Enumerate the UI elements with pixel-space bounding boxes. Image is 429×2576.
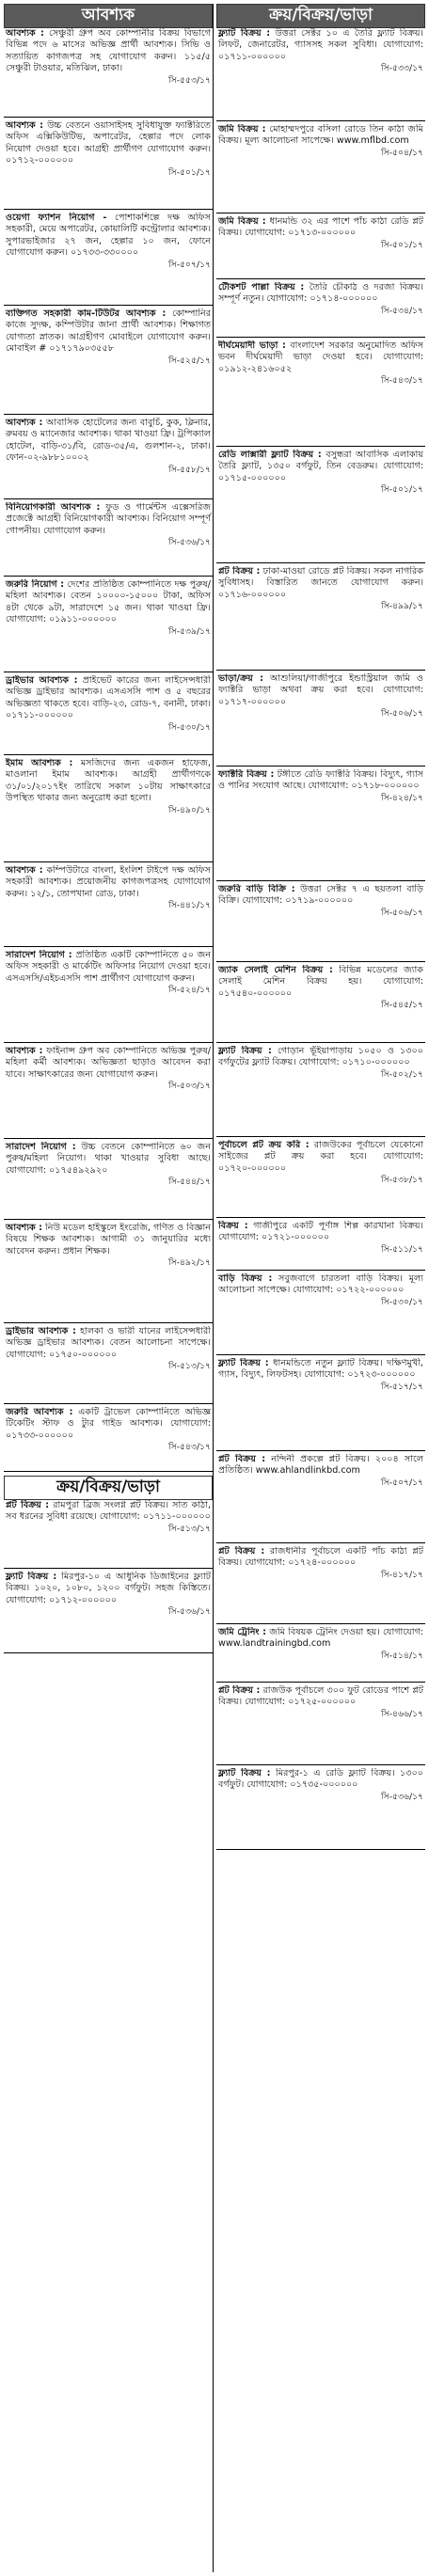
ad-code: সি-৫১১/১৭ [381, 1243, 423, 1255]
ad-keyword: ড্রাইভার আবশ্যক : [6, 1326, 76, 1336]
section-header-buy-sell-rent: ক্রয়/বিক্রয়/ভাড়া [216, 4, 425, 28]
ad-code: সি-৫৫৩/১৭ [168, 74, 211, 86]
ad-text: গোড়ান ভূঁইয়াপাড়ায় ১০৫০ ও ১৩০০ বর্গফুটের ফ্ল্যাট বিক্রয়। যোগাযোগ: ০১৭১০-০০০০০০ [218, 1046, 423, 1068]
ad-code: সি-৪১৭/১৭ [381, 1569, 423, 1580]
ad-separator [4, 1403, 213, 1404]
ad-separator [216, 1354, 425, 1355]
ad-code: সি-৪৯০/১৭ [168, 804, 211, 815]
ad-keyword: প্লট বিক্রয় : [218, 1685, 261, 1696]
ad-text: বিভিন্ন মডেলের জ্যাক সেলাই মেশিন বিক্রয় হয়। যোগাযোগ: ০১৭৫৪০-০০০০০০ [218, 965, 423, 999]
ad-separator [4, 414, 213, 415]
classified-ad [216, 340, 425, 444]
ad-keyword: আবশ্যক : [6, 120, 44, 131]
ad-text: উচ্চ বেতনে ওয়াসাইসহ সুবিধাযুক্ত ফ্যাক্টরিতে অফিস এক্সিকিউটিভ, অপারেটর, হেল্পার পদে লোক নিয়োগ দেওয়া হবে। আগ্রহী প্রার্থীগণ যোগাযোগ করুন। ০১৭১২-০০০০০০ [6, 120, 211, 166]
ad-keyword: আবশ্যক : [6, 1046, 43, 1056]
ad-text: কোম্পানির কাজে সুদক্ষ, কম্পিউটার জানা প্রার্থী আবশ্যক। শিক্ষাগত যোগ্যতা স্নাতক। আগ্রহীগণ মোবাইলে যোগাযোগ করুন। মোবাইল # ০১৭১৭৯০৩৫৫৮ [6, 308, 211, 355]
classified-ad [216, 884, 425, 959]
ad-keyword: ওয়েগা ফ্যাশন নিয়োগ - [6, 213, 107, 223]
ad-separator [216, 1217, 425, 1218]
ad-text: আশুলিয়া/গাজীপুরে ইন্ডাস্ট্রিয়াল জমি ও ফ্যাক্টরি ভাড়া অথবা ক্রয় করা হবে। যোগাযোগ: ০১৭১৭-০০০০০০ [218, 673, 423, 707]
ad-keyword: আবশ্যক : [6, 1223, 42, 1233]
ad-keyword: ফ্ল্যাট বিক্রয় : [218, 1358, 269, 1368]
ad-keyword: প্লট বিক্রয় : [218, 566, 261, 577]
ad-code: সি-৫২৪/১৭ [168, 985, 211, 996]
ad-separator [216, 1849, 425, 1850]
ad-text: আবাসিক হোটেলের জন্য বাবুর্চি, কুক, ক্লিনার, রুমবয় ও ম্যানেজার আবশ্যক। থাকা খাওয়া ফ্রি। ট্রপিক্যাল হোটেল, বাড়ি-৩১/বি, রোড-৩৫/এ, গুলশান-২, ঢাকা। ফোন-০২-৯৮৮১০০০২ [6, 418, 211, 464]
ad-text: জমি বিষয়ক ট্রেনিং দেওয়া হয়। যোগাযোগ: www.landtrainingbd.com [218, 1627, 423, 1650]
ad-code: সি-৫৪৩/১৭ [381, 375, 423, 387]
classified-ad [216, 566, 425, 668]
ad-text: রাজউকের পূর্বাচলে যেকোনো সাইজের প্লট ক্রয় করা হবে। যোগাযোগ: ০১৭২০-০০০০০০ [218, 1140, 423, 1174]
ad-separator [216, 562, 425, 563]
ad-code: সি-৪৯৯/১৭ [381, 601, 423, 612]
ad-text: প্রাইভেট কারের জন্য লাইসেন্সধারী অভিজ্ঞ ড্রাইভার আবশ্যক। এসএসসি পাশ ও ৫ বছরের অভিজ্ঞতা থাকতে হবে। বাড়ি-২৩, রোড-৭, বনানী, ঢাকা। ০১৭১১-০০০০০০ [6, 675, 212, 721]
ad-separator [4, 946, 213, 947]
classified-ad [4, 579, 213, 670]
classified-ad [4, 1223, 213, 1320]
classified-ad [216, 124, 425, 211]
ad-separator [216, 1623, 425, 1624]
classified-ad [4, 502, 213, 574]
ad-code: সি-৫০১/১৭ [381, 239, 423, 250]
ad-keyword: পূর্বাচলে প্লট ক্রয় করি : [218, 1140, 310, 1150]
ad-text: প্রতিষ্ঠিত একটি কোম্পানিতে ৫০ জন অফিস সহকারী ও মার্কেটিং অফিসার নিয়োগ দেওয়া হবে। এসএসসি/এইচএসসি পাশ প্রার্থীগণ যোগাযোগ করুন। [6, 950, 211, 984]
ad-text: নিউ মডেল হাইস্কুলে ইংরেজি, গণিত ও বিজ্ঞান বিষয়ে শিক্ষক আবশ্যক। আগামী ৩১ জানুয়ারির মধ্যে আবেদন করুন। প্রধান শিক্ষক। [6, 1223, 211, 1256]
ad-keyword: জ্যাক সেলাই মেশিন বিক্রয় : [218, 965, 333, 975]
ad-code: সি-৫৩৬/১৭ [168, 1606, 211, 1618]
classified-ad [216, 1454, 425, 1541]
ad-separator [216, 1542, 425, 1543]
ad-keyword: প্লট বিক্রয় : [218, 1454, 266, 1464]
ad-separator [4, 117, 213, 118]
ad-code: সি-৫০৪/১৭ [381, 147, 423, 158]
ad-keyword: আবশ্যক : [6, 418, 43, 428]
ad-code: সি-৫২৫/১৭ [168, 355, 211, 366]
ad-text: উচ্চ বেতনে কোম্পানিতে ৬০ জন পুরুষ/মহিলা নিয়োগ। থাকা খাওয়ার সুবিধা আছে। যোগাযোগ: ০১৭৫৪৯২৯২০ [6, 1142, 211, 1176]
ad-code: সি-৫০৩/১৭ [168, 1081, 211, 1092]
ad-text: সেঞ্চুরী গ্রুপ অব কোম্পানীর বিক্রয় বিভাগে বিভিন্ন পদে ৬ মাসের অভিজ্ঞ প্রার্থী আবশ্যক। সিভি ও সত্যায়িত কাগজপত্র সহ যোগাযোগ করুন। ১১৫/৫ সেঞ্চুরী টাওয়ার, মতিঝিল, ঢাকা। [6, 28, 211, 74]
ad-separator [216, 961, 425, 962]
ad-code: সি-৪৬৬/১৭ [381, 1708, 423, 1719]
ad-keyword: ফ্যাক্টরি বিক্রয় : [218, 769, 275, 780]
ad-keyword: বিনিয়োগকারী আবশ্যক : [6, 502, 101, 513]
classified-ad [216, 1546, 425, 1621]
ad-text: রাজধানীর পূর্বাচলে একটি পাঁচ কাঠা প্লট বিক্রয়। যোগাযোগ: ০১৭২৪-০০০০০০ [218, 1546, 423, 1569]
ad-separator [4, 861, 213, 862]
ad-text: উত্তরা সেক্টর ৭ এ ছয়তলা বাড়ি বিক্রি। যোগাযোগ: ০১৭১৯-০০০০০০ [218, 884, 423, 907]
ad-text: টঙ্গীতে রেডি ফ্যাক্টরি বিক্রয়। বিদ্যুৎ, গ্যাস ও পানির সংযোগ আছে। যোগাযোগ: ০১৭১৮-০০০০০০ [218, 769, 423, 792]
ad-keyword: ফ্ল্যাট বিক্রয় : [218, 1046, 272, 1056]
ad-code: সি-৫১৭/১৭ [381, 1381, 423, 1392]
ad-keyword: প্লট বিক্রয় : [218, 1546, 265, 1557]
classified-ad [216, 450, 425, 561]
ad-text: ফুড ও গার্মেন্টস এক্সেসরিজ প্রজেক্টে আগ্রহী বিনিয়োগকারী আবশ্যক। বিনিয়োগ সম্পূর্ণ গোপনীয়। যোগাযোগ করুন। [6, 502, 211, 536]
classified-ad [4, 950, 213, 1040]
ad-separator [216, 446, 425, 447]
ad-text: মিরপুর-১০ এ আধুনিক ডিজাইনের ফ্ল্যাট বিক্রয়। ১০২০, ১০৮০, ১২০০ বর্গফুট। সহজ কিস্তিতে। যোগাযোগ: ০১৭১২-০০০০০০ [6, 1572, 211, 1605]
ad-code: সি-৪৪১/১৭ [168, 900, 211, 911]
ad-text: দেশের প্রতিষ্ঠিত কোম্পানিতে দক্ষ পুরুষ/মহিলা আবশ্যক। বেতন ১০০০০-১৫০০০ টাকা, অফিস ৪টা থেকে ৯টা, সারাদেশে ১৫ জন। থাকা খাওয়া ফ্রি। যোগাযোগ: ০১৯১১-০০০০০০ [6, 579, 211, 625]
ad-code: সি-৫৩৬/১৭ [168, 537, 211, 548]
ad-separator [216, 1042, 425, 1043]
ad-text: সবুজবাগে চারতলা বাড়ি বিক্রয়। মূল্য আলোচনা সাপেক্ষে। যোগাযোগ: ০১৭২২-০০০০০০ [218, 1273, 423, 1296]
section-header-wanted: আবশ্যক [4, 4, 213, 28]
ad-text: মসজিদের জন্য একজন হাফেজ, মাওলানা ইমাম আবশ্যক। আগ্রহী প্রার্থীগণকে ৩১/০১/২০১৭ইং তারিখে সকাল ১০টায় সাক্ষাৎকারে উপস্থিত থাকার জন্য অনুরোধ করা হলো। [6, 758, 211, 804]
classified-ad [4, 1407, 213, 1469]
ad-text: গাজীপুরে একটি পূর্ণাঙ্গ শিল্প কারখানা বিক্রয়। যোগাযোগ: ০১৭২১-০০০০০০ [218, 1221, 423, 1243]
ad-text: রাজউক পূর্বাচলে ৩০০ ফুট রোডের পাশে প্লট বিক্রয়। যোগাযোগ: ০১৭২৫-০০০০০০ [218, 1685, 423, 1708]
ad-keyword: জমি বিক্রয় : [218, 216, 266, 227]
ad-separator [216, 1136, 425, 1137]
classified-ad [4, 1500, 213, 1566]
ad-keyword: ইমাম আবশ্যক : [6, 758, 73, 768]
ad-code: সি-৫১৪/১৭ [381, 1650, 423, 1661]
ad-separator [216, 1682, 425, 1683]
classified-ad [216, 1685, 425, 1762]
classified-ad [4, 1326, 213, 1401]
ad-code: সি-৪২৪/১৭ [381, 792, 423, 803]
classified-ad [4, 120, 213, 207]
ad-text: বসুন্ধরা আবাসিক এলাকায় তৈরি ফ্ল্যাট, ১৩৫০ বর্গফুট, তিন বেডরুম। যোগাযোগ: ০১৭১৫-০০০০০০ [218, 450, 423, 483]
ad-text: মিরপুর-১ এ রেডি ফ্ল্যাট বিক্রয়। ১৩০০ বর্গফুট। যোগাযোগ: ০১৭৩৫-০০০০০০ [218, 1768, 423, 1791]
ad-code: সি-৫৩০/১৭ [381, 1296, 423, 1307]
ad-code: সি-৫৩৬/১৭ [381, 1791, 423, 1802]
ad-text: হালকা ও ভারী যানের লাইসেন্সধারী অভিজ্ঞ ড্রাইভার আবশ্যক। বেতন আলোচনা সাপেক্ষে। যোগাযোগ: ০১৭৫০-০০০০০০ [6, 1326, 211, 1360]
classified-ad [4, 28, 213, 115]
ad-keyword: ফ্ল্যাট বিক্রয় : [218, 28, 271, 39]
ad-text: কম্পিউটারে বাংলা, ইংলিশ টাইপে দক্ষ অফিস সহকারী আবশ্যক। প্রয়োজনীয় কাগজপত্রসহ যোগাযোগ করুন। ১২/১, তোপখানা রোড, ঢাকা। [6, 865, 211, 899]
ad-keyword: ব্যক্তিগত সহকারী কাম-টিউটর আবশ্যক : [6, 308, 167, 319]
ad-separator [216, 1764, 425, 1765]
ad-separator [216, 1270, 425, 1271]
right-column [216, 0, 425, 1853]
ad-keyword: জরুরি নিয়োগ : [6, 579, 65, 590]
classified-ad [4, 1572, 213, 1651]
ad-code: সি-৫০৬/১৭ [381, 907, 423, 918]
ad-keyword: জরুরি বাড়ি বিক্রি : [218, 884, 295, 894]
ad-separator [4, 305, 213, 306]
ad-text: ধানমন্ডি ৩২ এর পাশে পাঁচ কাঠা রেডি প্লট বিক্রয়। যোগাযোগ: ০১৭১৩-০০০০০০ [218, 216, 423, 239]
classified-ad [216, 965, 425, 1040]
ad-keyword: বাড়ি বিক্রয় : [218, 1273, 273, 1284]
buy-sell-ads-list-left [4, 1500, 213, 1653]
ad-separator [4, 754, 213, 755]
ad-keyword: আবশ্যক : [6, 28, 44, 39]
ad-text: ঢাকা-মাওয়া রোডে প্লট বিক্রয়। সকল নাগরিক সুবিধাসহ। বিস্তারিত জানতে যোগাযোগ করুন। ০১৭১৬-০০০০০০ [218, 566, 423, 600]
ad-text: ধানমন্ডিতে নতুন ফ্ল্যাট বিক্রয়। দক্ষিণমুখী, গ্যাস, বিদ্যুৎ, লিফটসহ। যোগাযোগ: ০১৭২৩-০০০০০০ [218, 1358, 423, 1381]
classified-ad [4, 1046, 213, 1136]
ad-separator [4, 1219, 213, 1220]
ad-text: পোশাকশিল্পে দক্ষ অফিস সহকারী, মেয়ে অপারেটর, কোয়ালিটি কন্ট্রোলার আবশ্যক। সুপারভাইজার ২৭ জন, হেল্পার ১০ জন, ফোনে যোগাযোগ করুন। ০১৭৩৩-৩৩০০০০ [6, 213, 211, 259]
ad-separator [4, 498, 213, 499]
classified-ad [216, 216, 425, 277]
ad-code: সি-৪৯২/১৭ [168, 1257, 211, 1269]
ad-code: সি-৫০১/১৭ [168, 166, 211, 178]
ad-text: একটি ট্রাভেল কোম্পানিতে অভিজ্ঞ টিকেটিং স্টাফ ও ট্যুর গাইড আবশ্যক। যোগাযোগ: ০১৭৩৩-০০০০০০ [6, 1407, 211, 1441]
classified-ad [216, 769, 425, 878]
ad-code: সি-৫০২/১৭ [381, 1068, 423, 1080]
ad-keyword: রেডি লাক্সারী ফ্ল্যাট বিক্রয় : [218, 450, 322, 460]
classified-ad [4, 675, 213, 752]
ad-code: সি-৫০৭/১৭ [381, 1477, 423, 1488]
ad-text: মোহাম্মদপুরে বসিলা রোডে তিন কাঠা জমি বিক্রয়। মূল্য আলোচনা সাপেক্ষে। www.mflbd.com [218, 124, 423, 147]
ad-text: তৈরি চৌকাঠ ও দরজা বিক্রয়। সম্পূর্ণ নতুন। যোগাযোগ: ০১৭১৪-০০০০০০ [218, 282, 424, 305]
ad-keyword: জমি বিক্রয় : [218, 124, 266, 134]
ad-separator [216, 880, 425, 881]
ad-keyword: বিক্রয় : [218, 1221, 248, 1231]
classified-ad [4, 758, 213, 860]
classified-ad [216, 282, 425, 335]
classified-ad [216, 673, 425, 764]
classified-ad [216, 1273, 425, 1352]
classified-ad [216, 1627, 425, 1680]
section-header-buy-sell: ক্রয়/বিক্রয়/ভাড়া [4, 1476, 213, 1500]
ad-keyword: ফ্ল্যাট বিক্রয় : [218, 1768, 271, 1778]
ad-code: সি-৫৪৫/১৭ [381, 1000, 423, 1011]
ad-keyword: জমি ট্রেনিং : [218, 1627, 266, 1637]
classified-ad [4, 865, 213, 944]
ad-keyword: দীর্ঘমেয়াদী ভাড়া : [218, 340, 286, 351]
classified-ad [4, 213, 213, 303]
ad-keyword: ভাড়া/ক্রয় : [218, 673, 263, 684]
ad-code: সি-৫৩৮/১৭ [381, 1175, 423, 1186]
ad-keyword: ফ্ল্যাট বিক্রয় : [6, 1572, 57, 1582]
classified-ad [216, 1221, 425, 1268]
classified-ad [216, 28, 425, 119]
ad-separator [4, 1322, 213, 1323]
classified-ad [216, 1046, 425, 1134]
wanted-ads-list [4, 28, 213, 1472]
ad-code: সি-৫৩০/১৭ [168, 721, 211, 733]
ad-text: বাংলাদেশ সরকার অনুমোদিত অফিস ভবন দীর্ঘমেয়াদী ভাড়া দেওয়া হবে। যোগাযোগ: ০১৯১২-২৪১৬০৫২ [218, 340, 423, 374]
ad-keyword: জরুরি আবশ্যক : [6, 1407, 73, 1417]
buy-sell-ads-list [216, 28, 425, 1850]
ad-code: সি-৫৪৩/১৭ [168, 1442, 211, 1453]
ad-code: সি-৫৪৪/১৭ [168, 1177, 211, 1188]
ad-code: সি-৫৫৮/১৭ [168, 464, 211, 475]
ad-separator [216, 670, 425, 671]
ad-separator [4, 1138, 213, 1139]
ad-keyword: সারাদেশ নিয়োগ : [6, 1142, 76, 1152]
classified-ad [4, 308, 213, 412]
ad-code: সি-৫১৩/১৭ [168, 1361, 211, 1372]
ad-keyword: প্লট বিক্রয় : [6, 1500, 50, 1510]
ad-separator [4, 1042, 213, 1043]
column-divider [213, 4, 214, 2572]
ad-code: সি-৫০১/১৭ [381, 484, 423, 496]
ad-separator [216, 278, 425, 279]
ad-text: ফাইনান্স গ্রুপ অব কোম্পানিতে অভিজ্ঞ পুরুষ/মহিলা কর্মী আবশ্যক। অভিজ্ঞতা ছাড়াও আবেদন করা যাবে। সাক্ষাৎকারের জন্য যোগাযোগ করুন। [6, 1046, 211, 1080]
ad-keyword: টৌকশট পাল্লা বিক্রয় : [218, 282, 305, 292]
ad-separator [4, 1568, 213, 1569]
ad-code: সি-৫০৭/১৭ [168, 259, 211, 270]
ad-code: সি-৫০৬/১৭ [381, 708, 423, 719]
classified-ad [216, 1140, 425, 1215]
ad-text: উত্তরা সেক্টর ১০ এ তৈরি ফ্ল্যাট বিক্রয়। লিফট, জেনারেটর, গ্যাসসহ সকল সুবিধা। যোগাযোগ: ০১৭১১-০০০০০০ [218, 28, 423, 62]
ad-code: সি-৫৩৪/১৭ [381, 305, 423, 316]
classified-ad [216, 1768, 425, 1847]
ad-separator [4, 1471, 213, 1472]
ad-code: সি-৫১৩/১৭ [168, 1523, 211, 1534]
ad-separator [216, 120, 425, 121]
ad-separator [4, 209, 213, 210]
ad-separator [216, 1450, 425, 1451]
classified-ad [216, 1358, 425, 1448]
classified-ad [4, 1142, 213, 1217]
ad-keyword: আবশ্যক : [6, 865, 43, 876]
ad-code: সি-৫৩৯/১৭ [168, 625, 211, 637]
ad-text: নন্দিনী প্রকল্পে প্লট বিক্রয়। ২০০৪ সালে প্রতিষ্ঠিত। www.ahlandlinkbd.com [218, 1454, 423, 1477]
ad-code: সি-৫৩৩/১৭ [381, 63, 423, 74]
classified-ad [4, 418, 213, 497]
ad-keyword: ড্রাইভার আবশ্যক : [6, 675, 78, 686]
ad-text: রামপুরা ব্রিজ সংলগ্ন প্লট বিক্রয়। সাত কাঠা, সব ধরনের সুবিধা রয়েছে। যোগাযোগ: ০১৭১১-০০০০০০ [6, 1500, 211, 1523]
ad-separator [4, 576, 213, 577]
ad-keyword: সারাদেশ নিয়োগ : [6, 950, 72, 960]
left-column [4, 0, 213, 1656]
ad-separator [4, 1652, 213, 1653]
ad-separator [216, 337, 425, 338]
